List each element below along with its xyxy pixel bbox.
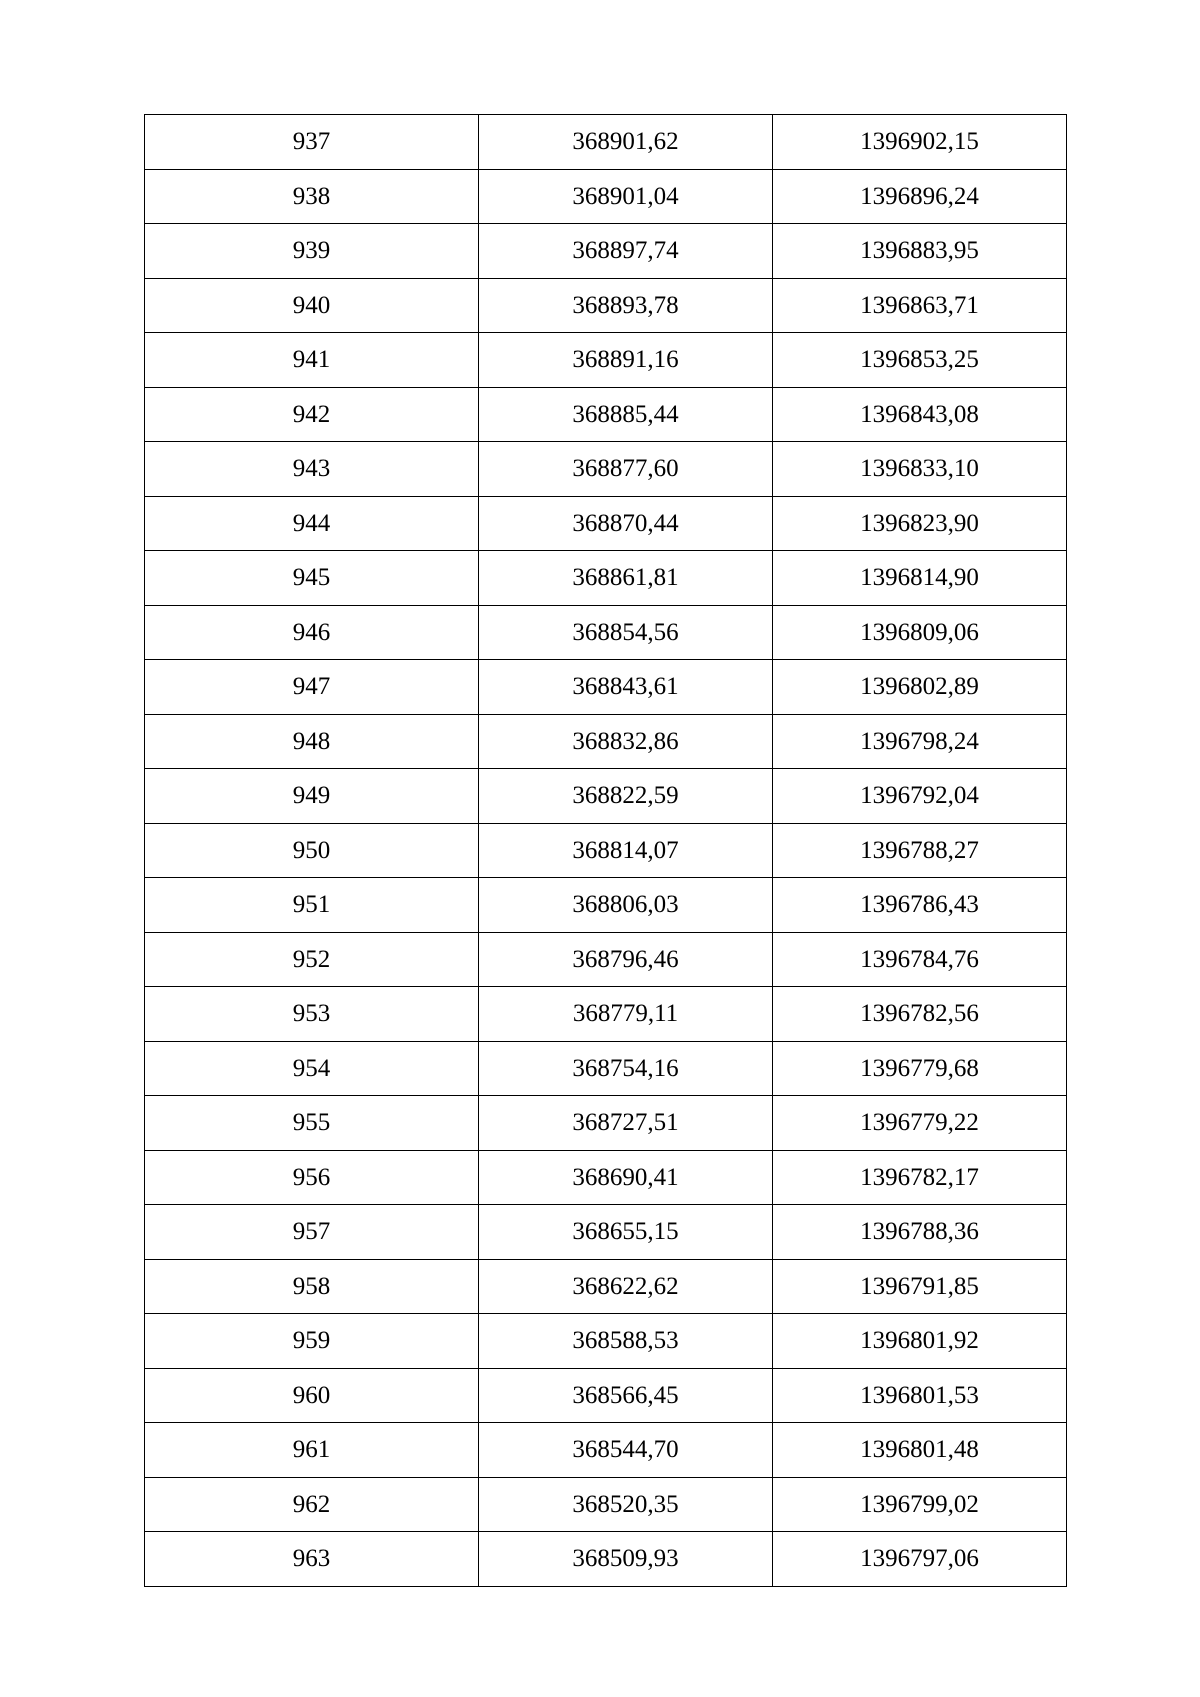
coordinates-table (144, 114, 1067, 1587)
point-number-cell: 943 (145, 442, 479, 497)
table-row (145, 1150, 1067, 1205)
y-coordinate-cell: 1396833,10 (773, 442, 1067, 497)
y-coordinate-cell: 1396814,90 (773, 551, 1067, 606)
table-row (145, 442, 1067, 497)
x-coordinate-cell: 368901,62 (479, 115, 773, 170)
y-coordinate-cell: 1396853,25 (773, 333, 1067, 388)
point-number-cell: 940 (145, 278, 479, 333)
y-coordinate-cell: 1396784,76 (773, 932, 1067, 987)
y-coordinate-cell: 1396801,48 (773, 1423, 1067, 1478)
point-number-cell: 948 (145, 714, 479, 769)
x-coordinate-cell: 368779,11 (479, 987, 773, 1042)
y-coordinate-cell: 1396791,85 (773, 1259, 1067, 1314)
y-coordinate-cell: 1396786,43 (773, 878, 1067, 933)
x-coordinate-cell: 368622,62 (479, 1259, 773, 1314)
table-row (145, 551, 1067, 606)
x-coordinate-cell: 368796,46 (479, 932, 773, 987)
y-coordinate-cell: 1396863,71 (773, 278, 1067, 333)
point-number-cell: 944 (145, 496, 479, 551)
table-row (145, 1477, 1067, 1532)
y-coordinate-cell: 1396792,04 (773, 769, 1067, 824)
table-row (145, 1423, 1067, 1478)
y-coordinate-cell: 1396797,06 (773, 1532, 1067, 1587)
x-coordinate-cell: 368566,45 (479, 1368, 773, 1423)
x-coordinate-cell: 368822,59 (479, 769, 773, 824)
table-row (145, 1259, 1067, 1314)
y-coordinate-cell: 1396823,90 (773, 496, 1067, 551)
point-number-cell: 951 (145, 878, 479, 933)
point-number-cell: 963 (145, 1532, 479, 1587)
table-row (145, 987, 1067, 1042)
y-coordinate-cell: 1396802,89 (773, 660, 1067, 715)
x-coordinate-cell: 368588,53 (479, 1314, 773, 1369)
table-row (145, 1041, 1067, 1096)
table-row (145, 387, 1067, 442)
point-number-cell: 947 (145, 660, 479, 715)
coordinates-table-body (145, 115, 1067, 1587)
table-row (145, 714, 1067, 769)
x-coordinate-cell: 368854,56 (479, 605, 773, 660)
point-number-cell: 962 (145, 1477, 479, 1532)
table-row (145, 1532, 1067, 1587)
x-coordinate-cell: 368891,16 (479, 333, 773, 388)
y-coordinate-cell: 1396902,15 (773, 115, 1067, 170)
point-number-cell: 956 (145, 1150, 479, 1205)
y-coordinate-cell: 1396779,68 (773, 1041, 1067, 1096)
table-row (145, 878, 1067, 933)
table-row (145, 1368, 1067, 1423)
table-row (145, 169, 1067, 224)
y-coordinate-cell: 1396788,36 (773, 1205, 1067, 1260)
x-coordinate-cell: 368754,16 (479, 1041, 773, 1096)
table-row (145, 823, 1067, 878)
y-coordinate-cell: 1396779,22 (773, 1096, 1067, 1151)
x-coordinate-cell: 368897,74 (479, 224, 773, 279)
point-number-cell: 954 (145, 1041, 479, 1096)
point-number-cell: 942 (145, 387, 479, 442)
table-row (145, 333, 1067, 388)
x-coordinate-cell: 368806,03 (479, 878, 773, 933)
table-row (145, 496, 1067, 551)
table-row (145, 224, 1067, 279)
point-number-cell: 938 (145, 169, 479, 224)
x-coordinate-cell: 368843,61 (479, 660, 773, 715)
x-coordinate-cell: 368893,78 (479, 278, 773, 333)
point-number-cell: 957 (145, 1205, 479, 1260)
point-number-cell: 945 (145, 551, 479, 606)
y-coordinate-cell: 1396799,02 (773, 1477, 1067, 1532)
point-number-cell: 953 (145, 987, 479, 1042)
y-coordinate-cell: 1396896,24 (773, 169, 1067, 224)
point-number-cell: 959 (145, 1314, 479, 1369)
x-coordinate-cell: 368901,04 (479, 169, 773, 224)
y-coordinate-cell: 1396843,08 (773, 387, 1067, 442)
point-number-cell: 958 (145, 1259, 479, 1314)
table-row (145, 115, 1067, 170)
x-coordinate-cell: 368727,51 (479, 1096, 773, 1151)
point-number-cell: 937 (145, 115, 479, 170)
y-coordinate-cell: 1396798,24 (773, 714, 1067, 769)
table-row (145, 769, 1067, 824)
y-coordinate-cell: 1396788,27 (773, 823, 1067, 878)
y-coordinate-cell: 1396782,56 (773, 987, 1067, 1042)
x-coordinate-cell: 368885,44 (479, 387, 773, 442)
point-number-cell: 952 (145, 932, 479, 987)
x-coordinate-cell: 368520,35 (479, 1477, 773, 1532)
point-number-cell: 955 (145, 1096, 479, 1151)
table-row (145, 605, 1067, 660)
x-coordinate-cell: 368877,60 (479, 442, 773, 497)
x-coordinate-cell: 368814,07 (479, 823, 773, 878)
x-coordinate-cell: 368861,81 (479, 551, 773, 606)
x-coordinate-cell: 368544,70 (479, 1423, 773, 1478)
x-coordinate-cell: 368509,93 (479, 1532, 773, 1587)
table-row (145, 932, 1067, 987)
point-number-cell: 941 (145, 333, 479, 388)
y-coordinate-cell: 1396782,17 (773, 1150, 1067, 1205)
x-coordinate-cell: 368655,15 (479, 1205, 773, 1260)
point-number-cell: 939 (145, 224, 479, 279)
table-row (145, 1096, 1067, 1151)
table-row (145, 1314, 1067, 1369)
y-coordinate-cell: 1396801,53 (773, 1368, 1067, 1423)
point-number-cell: 960 (145, 1368, 479, 1423)
table-row (145, 278, 1067, 333)
x-coordinate-cell: 368832,86 (479, 714, 773, 769)
y-coordinate-cell: 1396801,92 (773, 1314, 1067, 1369)
point-number-cell: 949 (145, 769, 479, 824)
x-coordinate-cell: 368690,41 (479, 1150, 773, 1205)
point-number-cell: 950 (145, 823, 479, 878)
point-number-cell: 946 (145, 605, 479, 660)
x-coordinate-cell: 368870,44 (479, 496, 773, 551)
y-coordinate-cell: 1396809,06 (773, 605, 1067, 660)
point-number-cell: 961 (145, 1423, 479, 1478)
y-coordinate-cell: 1396883,95 (773, 224, 1067, 279)
table-row (145, 1205, 1067, 1260)
table-row (145, 660, 1067, 715)
